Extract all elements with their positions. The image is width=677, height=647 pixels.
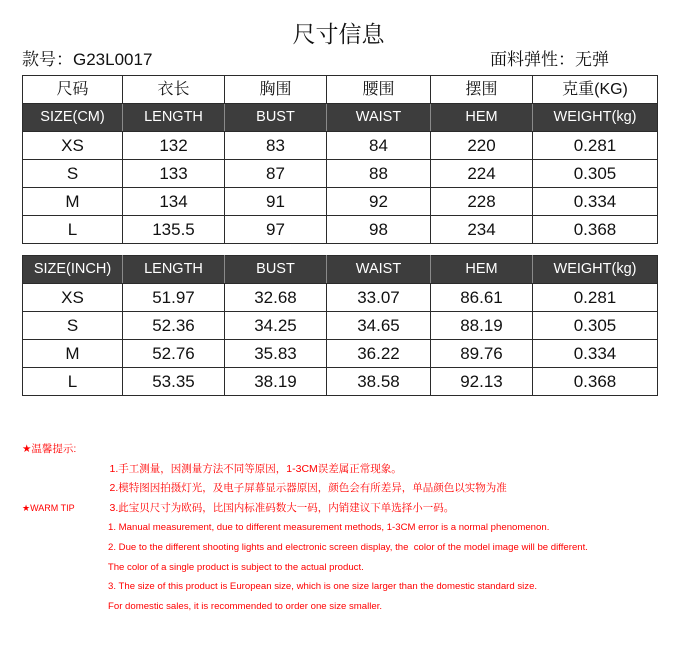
note-line-en-5 [22, 577, 662, 612]
table-row-l [23, 216, 658, 244]
inch-header-row [23, 256, 658, 284]
cell-length: 135.5 [123, 216, 225, 244]
header-bust-cn: 胸围 [225, 76, 327, 104]
note-text: 1.手工测量，因测量方法不同等原因，1-3CM误差属正常现象。 [109, 462, 402, 475]
cell-size: M [23, 188, 123, 216]
header-hem-cn: 摆围 [431, 76, 533, 104]
header-bust: BUST [225, 256, 327, 284]
warm-tip-label-en: ★WARM TIP [22, 502, 75, 513]
table-row-m [23, 188, 658, 216]
cell-hem: 89.76 [431, 340, 533, 368]
cell-weight: 0.368 [533, 216, 658, 244]
style-number: 款号：G23L0017 [22, 50, 153, 69]
cell-size: S [23, 312, 123, 340]
header-size: SIZE(INCH) [23, 256, 123, 284]
cell-bust: 34.25 [225, 312, 327, 340]
header-weight: WEIGHT(kg) [533, 104, 658, 132]
cell-bust: 83 [225, 132, 327, 160]
cm-header-row-cn [23, 76, 658, 104]
cell-size: XS [23, 132, 123, 160]
cell-weight: 0.334 [533, 340, 658, 368]
cell-bust: 97 [225, 216, 327, 244]
warm-tip-label-cn: ★温馨提示: [22, 443, 77, 455]
cell-waist: 36.22 [327, 340, 431, 368]
cell-hem: 86.61 [431, 284, 533, 312]
cell-waist: 92 [327, 188, 431, 216]
cell-length: 52.36 [123, 312, 225, 340]
table-row-s [23, 160, 658, 188]
header-hem: HEM [431, 104, 533, 132]
page-title: 尺寸信息 [292, 21, 385, 47]
cell-weight: 0.281 [533, 132, 658, 160]
note-line-en-4 [22, 558, 662, 593]
cell-weight: 0.281 [533, 284, 658, 312]
table-row-s [23, 312, 658, 340]
table-row-xs [23, 284, 658, 312]
header-weight-cn: 克重(KG) [533, 76, 658, 104]
cell-waist: 33.07 [327, 284, 431, 312]
cell-length: 53.35 [123, 368, 225, 396]
header-waist-cn: 腰围 [327, 76, 431, 104]
note-text: The color of a single product is subject to the actual product. [107, 561, 364, 573]
cell-waist: 34.65 [327, 312, 431, 340]
cell-size: S [23, 160, 123, 188]
note-text: For domestic sales, it is recommended to order one size smaller. [108, 600, 383, 612]
table-row-l [23, 368, 658, 396]
size-table-inch [22, 255, 658, 396]
note-text: 3. The size of this product is European size, which is one size larger than the domestic standard size. [108, 581, 538, 593]
cell-weight: 0.305 [533, 160, 658, 188]
cell-hem: 234 [431, 216, 533, 244]
cell-waist: 38.58 [327, 368, 431, 396]
cell-waist: 88 [327, 160, 431, 188]
cell-size: XS [23, 284, 123, 312]
size-table-cm [22, 75, 658, 244]
cell-length: 134 [123, 188, 225, 216]
header-size-cn: 尺码 [23, 76, 123, 104]
cell-length: 51.97 [123, 284, 225, 312]
header-bust: BUST [225, 104, 327, 132]
cell-hem: 228 [431, 188, 533, 216]
header-weight: WEIGHT(kg) [533, 256, 658, 284]
note-text: 1. Manual measurement, due to different measurement methods, 1-3CM error is a normal phenomenon. [108, 522, 550, 534]
cell-waist: 98 [327, 216, 431, 244]
cm-header-row-en [23, 104, 658, 132]
header-waist: WAIST [327, 256, 431, 284]
note-text: 2.模特图因拍摄灯光，及电子屏幕显示器原因，颜色会有所差异，单品颜色以实物为准 [109, 482, 507, 495]
cell-hem: 224 [431, 160, 533, 188]
cell-size: L [23, 368, 123, 396]
header-hem: HEM [431, 256, 533, 284]
note-text: 3.此宝贝尺寸为欧码，比国内标准码数大一码，内销建议下单选择小一码。 [109, 501, 455, 514]
note-text: 2. Due to the different shooting lights and electronic screen display, the color of the model image will be different. [108, 541, 588, 553]
cell-hem: 220 [431, 132, 533, 160]
table-row-m [23, 340, 658, 368]
cell-waist: 84 [327, 132, 431, 160]
cell-bust: 91 [225, 188, 327, 216]
note-line-en-3 [22, 538, 662, 573]
cell-weight: 0.305 [533, 312, 658, 340]
cell-size: L [23, 216, 123, 244]
cell-bust: 35.83 [225, 340, 327, 368]
table-row-xs [23, 132, 658, 160]
header-length-cn: 衣长 [123, 76, 225, 104]
note-line-en-1 [22, 499, 662, 534]
header-waist: WAIST [327, 104, 431, 132]
cell-length: 133 [123, 160, 225, 188]
note-line-cn-2 [22, 460, 662, 495]
cell-bust: 87 [225, 160, 327, 188]
cell-weight: 0.334 [533, 188, 658, 216]
fabric-elasticity: 面料弹性：无弹 [490, 50, 609, 69]
cell-size: M [23, 340, 123, 368]
notes-section [22, 440, 662, 612]
header-length: LENGTH [123, 256, 225, 284]
note-line-cn-1 [22, 440, 662, 475]
cell-hem: 92.13 [431, 368, 533, 396]
cell-bust: 32.68 [225, 284, 327, 312]
cell-length: 132 [123, 132, 225, 160]
cell-length: 52.76 [123, 340, 225, 368]
cell-weight: 0.368 [533, 368, 658, 396]
cell-hem: 88.19 [431, 312, 533, 340]
note-line-en-2 [22, 518, 662, 553]
cell-bust: 38.19 [225, 368, 327, 396]
header-length: LENGTH [123, 104, 225, 132]
header-size: SIZE(CM) [23, 104, 123, 132]
